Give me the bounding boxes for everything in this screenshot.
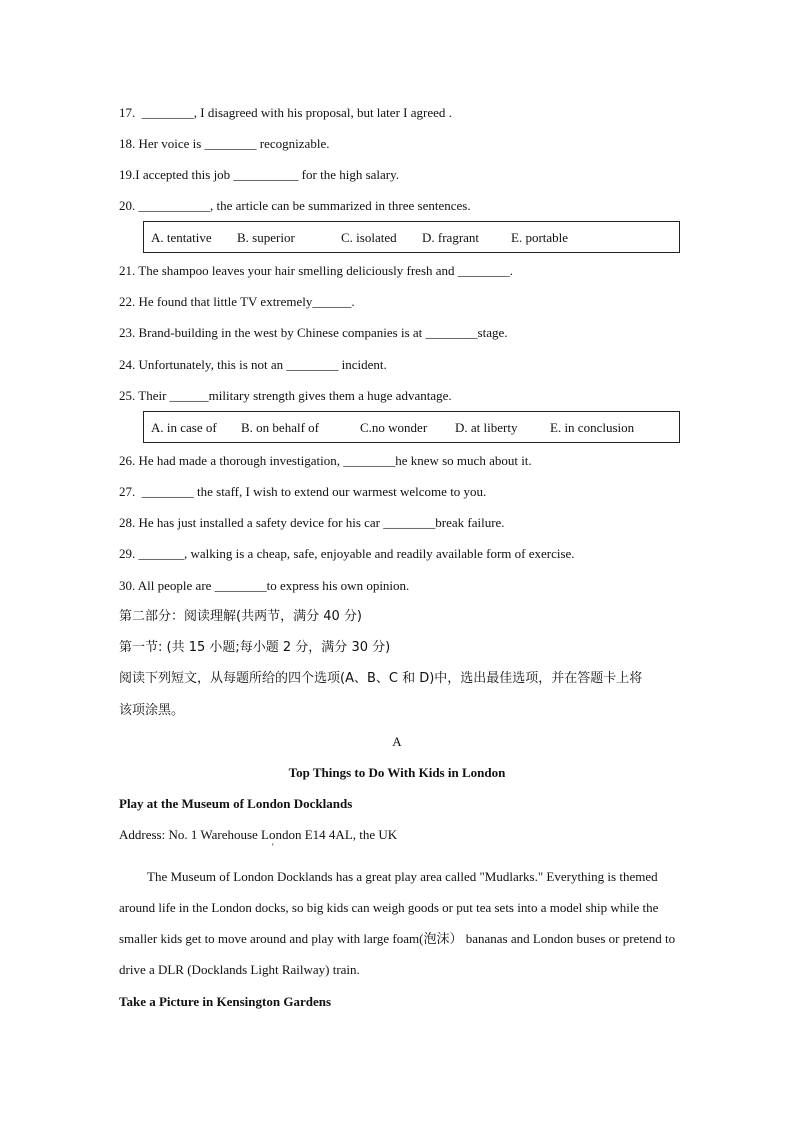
option-e: E. portable (511, 230, 569, 245)
heading-kensington: Take a Picture in Kensington Gardens (119, 994, 331, 1009)
option-c: C.no wonder (360, 420, 428, 435)
option-b: B. on behalf of (241, 420, 319, 435)
question-28: 28. He has just installed a safety device for his car ________break failure. (119, 515, 505, 530)
question-25: 25. Their ______military strength gives them a huge advantage. (119, 388, 452, 403)
question-30: 30. All people are ________to express his own opinion. (119, 578, 410, 593)
question-20: 20. ___________, the article can be summarized in three sentences. (119, 198, 471, 213)
stray-mark: ' (272, 842, 274, 852)
word-bank-box-2 (143, 411, 680, 443)
question-29: 29. _______, walking is a cheap, safe, enjoyable and readily available form of exercise. (119, 546, 575, 561)
instruction-line-2: 该项涂黑。 (119, 703, 185, 718)
question-27: 27. ________ the staff, I wish to extend our warmest welcome to you. (119, 484, 487, 499)
option-a: A. in case of (151, 420, 217, 435)
question-19: 19.I accepted this job __________ for the high salary. (119, 167, 400, 182)
option-b: B. superior (237, 230, 295, 245)
question-22: 22. He found that little TV extremely______. (119, 294, 355, 309)
paragraph-museum: The Museum of London Docklands has a great play area called "Mudlarks." Everything is themed around life in the London docks, so big kids can weigh goods or put tea sets into a model ship while the smaller kids get to move around and play with large foam(泡沫） bananas and London buses or pretend to drive a DLR (Docklands Light Railway) train. (119, 869, 676, 977)
option-e: E. in conclusion (550, 420, 635, 435)
section-subtitle: 第一节: (共 15 小题;每小题 2 分，满分 30 分) (119, 640, 391, 655)
question-23: 23. Brand-building in the west by Chinese companies is at ________stage. (119, 325, 508, 340)
question-21: 21. The shampoo leaves your hair smelling deliciously fresh and ________. (119, 263, 514, 278)
heading-museum: Play at the Museum of London Docklands (119, 796, 353, 811)
instruction-line-1: 阅读下列短文，从每题所给的四个选项(A、B、C 和 D)中，选出最佳选项，并在答题卡上将 (119, 671, 643, 686)
question-26: 26. He had made a thorough investigation, ________he knew so much about it. (119, 453, 532, 468)
word-bank-box-1 (143, 221, 680, 253)
passage-title: Top Things to Do With Kids in London (288, 765, 506, 780)
question-24: 24. Unfortunately, this is not an ________ incident. (119, 357, 387, 372)
section-title: 第二部分：阅读理解(共两节，满分 40 分) (119, 609, 362, 624)
option-c: C. isolated (341, 230, 397, 245)
question-17: 17. ________, I disagreed with his proposal, but later I agreed . (119, 105, 452, 120)
address: Address: No. 1 Warehouse London E14 4AL, the UK (119, 827, 398, 842)
option-d: D. fragrant (422, 230, 480, 245)
question-18: 18. Her voice is ________ recognizable. (119, 136, 330, 151)
option-d: D. at liberty (455, 420, 518, 435)
passage-letter: A (392, 734, 402, 749)
option-a: A. tentative (151, 230, 212, 245)
